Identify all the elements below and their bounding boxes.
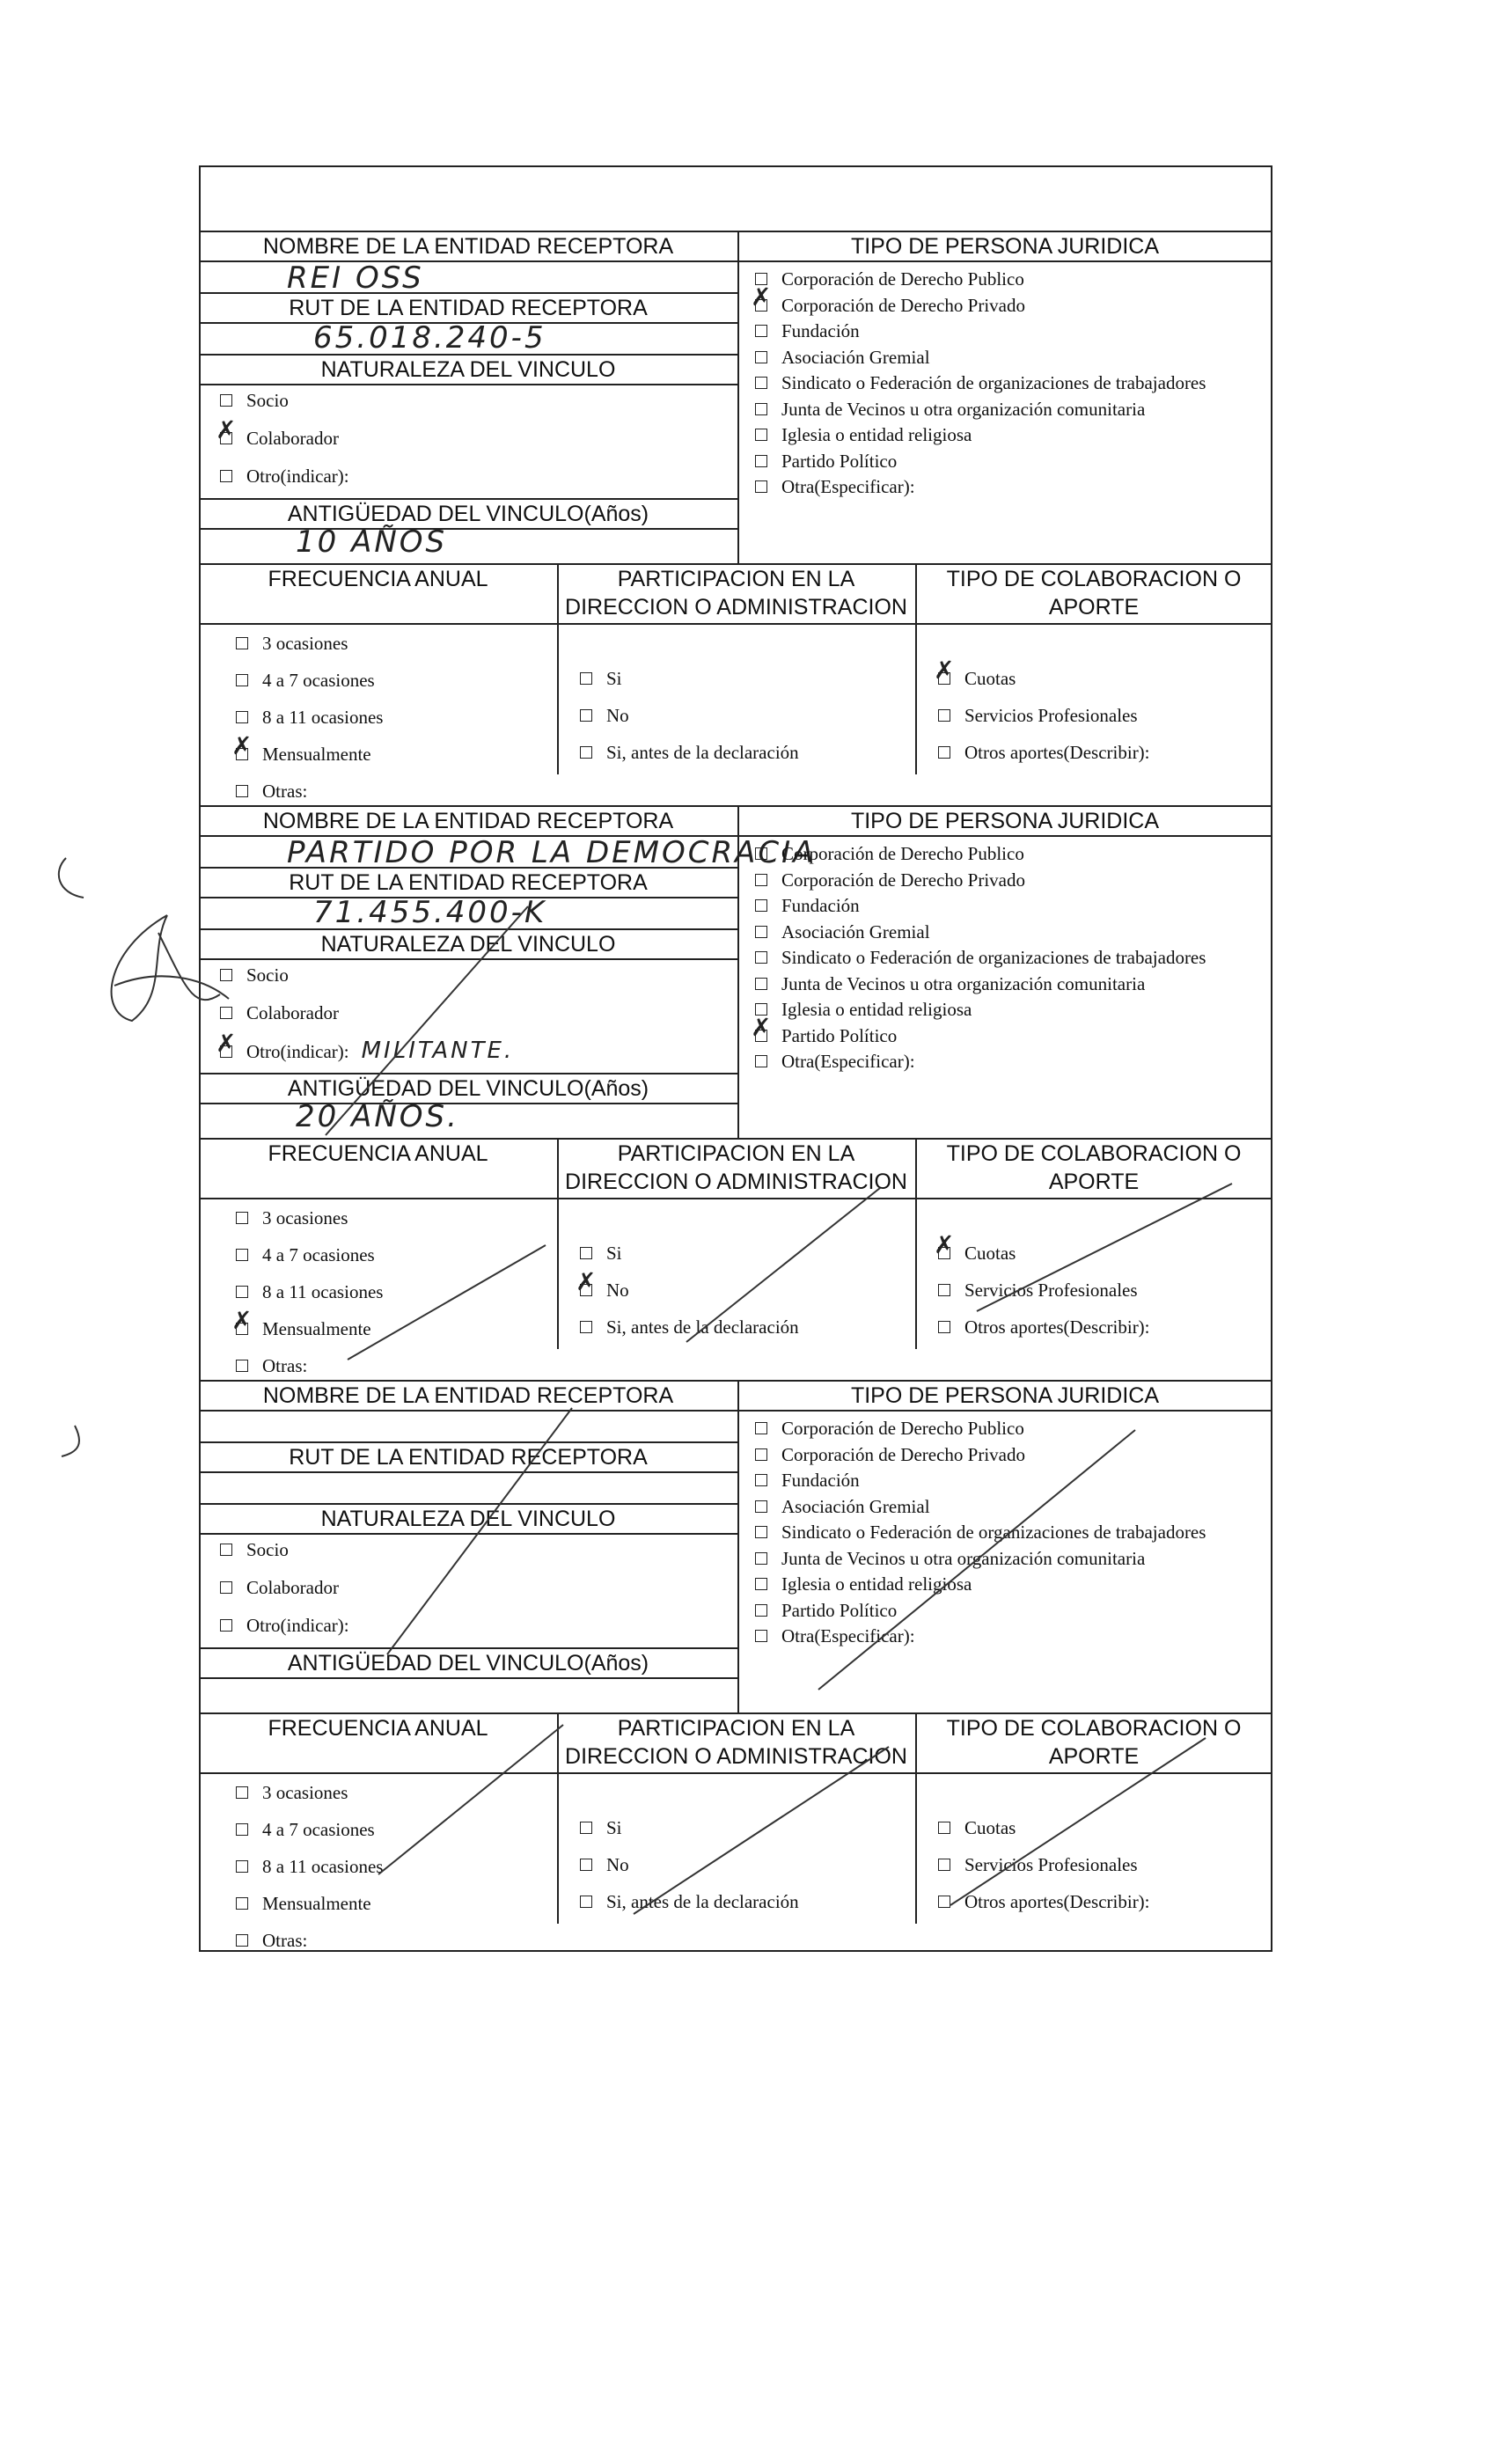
tipo-colab-header-1: TIPO DE COLABORACION O [946, 1716, 1242, 1741]
option-label: Si [606, 668, 622, 689]
nombre-header: NOMBRE DE LA ENTIDAD RECEPTORA [262, 809, 674, 833]
option-label: Iglesia o entidad religiosa [781, 1573, 972, 1595]
option-label: 4 a 7 ocasiones [262, 1819, 375, 1840]
naturaleza-header: NATURALEZA DEL VINCULO [320, 932, 616, 957]
margin-signature [112, 915, 229, 1021]
strike-line [977, 1184, 1232, 1311]
option-label: Corporación de Derecho Privado [781, 869, 1025, 891]
option-label: 8 a 11 ocasiones [262, 1856, 384, 1877]
tipo-colab-header-2: APORTE [1048, 1744, 1140, 1769]
option-label: Junta de Vecinos u otra organización comunitaria [781, 398, 1146, 420]
option-label: No [606, 1854, 629, 1875]
participacion-header-1: PARTICIPACION EN LA [617, 1141, 855, 1166]
strike-line [634, 1747, 889, 1914]
nombre-header: NOMBRE DE LA ENTIDAD RECEPTORA [262, 234, 674, 259]
option-label: Otro(indicar): [246, 1615, 349, 1636]
tipo-colab-header-2: APORTE [1048, 595, 1140, 620]
handwritten-otro-value: MILITANTE. [361, 1038, 515, 1064]
option-label: Mensualmente [262, 744, 371, 765]
option-label: Asociación Gremial [781, 920, 930, 942]
option-label: Cuotas [964, 668, 1016, 689]
option-label: Otra(Especificar): [781, 1051, 915, 1072]
option-label: Otros aportes(Describir): [964, 1891, 1150, 1912]
option-label: 3 ocasiones [262, 1782, 348, 1803]
option-label: Corporación de Derecho Privado [781, 294, 1025, 316]
option-label: Colaborador [246, 1577, 339, 1598]
option-label: Partido Político [781, 1599, 898, 1621]
participacion-header-2: DIRECCION O ADMINISTRACION [565, 1170, 907, 1194]
participacion-header-1: PARTICIPACION EN LA [617, 567, 855, 591]
strike-line [387, 1408, 572, 1654]
strike-line [950, 1738, 1206, 1905]
option-label: Corporación de Derecho Publico [781, 268, 1024, 290]
option-label: Si, antes de la declaración [606, 1316, 799, 1338]
antiguedad-value: 10 AÑOS [296, 524, 448, 560]
strike-line [686, 1188, 880, 1342]
frecuencia-header: FRECUENCIA ANUAL [268, 567, 488, 591]
option-label: 8 a 11 ocasiones [262, 707, 384, 728]
participacion-header-2: DIRECCION O ADMINISTRACION [565, 1744, 907, 1769]
option-label: Otras: [262, 781, 308, 802]
option-label: Otro(indicar): [246, 1041, 349, 1062]
option-label: Mensualmente [262, 1893, 371, 1914]
option-label: Iglesia o entidad religiosa [781, 999, 972, 1020]
option-label: Otra(Especificar): [781, 476, 915, 497]
option-label: Otra(Especificar): [781, 1625, 915, 1646]
strike-line [818, 1430, 1135, 1690]
option-label: Otros aportes(Describir): [964, 742, 1150, 763]
rut-header: RUT DE LA ENTIDAD RECEPTORA [289, 296, 648, 320]
option-label: Socio [246, 1539, 289, 1560]
option-label: Corporación de Derecho Privado [781, 1443, 1025, 1465]
rut-header: RUT DE LA ENTIDAD RECEPTORA [289, 1445, 648, 1470]
antiguedad-header: ANTIGÜEDAD DEL VINCULO(Años) [287, 1076, 649, 1101]
nombre-value: PARTIDO POR LA DEMOCRACIA [287, 835, 817, 870]
option-label: Cuotas [964, 1817, 1016, 1838]
option-label: Si, antes de la declaración [606, 742, 799, 763]
option-label: Fundación [781, 895, 860, 916]
option-label: Otros aportes(Describir): [964, 1316, 1150, 1338]
tipo-colab-header-1: TIPO DE COLABORACION O [946, 1141, 1242, 1166]
option-label: Otras: [262, 1355, 308, 1376]
option-label: Cuotas [964, 1243, 1016, 1264]
option-label: Sindicato o Federación de organizaciones de trabajadores [781, 947, 1206, 968]
option-label: Junta de Vecinos u otra organización comunitaria [781, 1547, 1146, 1569]
option-label: Asociación Gremial [781, 346, 930, 368]
option-label: Mensualmente [262, 1318, 371, 1339]
option-label: 4 a 7 ocasiones [262, 670, 375, 691]
rut-header: RUT DE LA ENTIDAD RECEPTORA [289, 870, 648, 895]
antiguedad-header: ANTIGÜEDAD DEL VINCULO(Años) [287, 1651, 649, 1676]
strike-line [378, 1725, 563, 1874]
option-label: Iglesia o entidad religiosa [781, 424, 972, 445]
option-label: No [606, 1280, 629, 1301]
naturaleza-header: NATURALEZA DEL VINCULO [320, 1507, 616, 1531]
rut-value: 65.018.240-5 [313, 320, 546, 356]
option-label: Colaborador [246, 1002, 339, 1023]
option-label: Otro(indicar): [246, 466, 349, 487]
option-label: Partido Político [781, 450, 898, 472]
nombre-header: NOMBRE DE LA ENTIDAD RECEPTORA [262, 1383, 674, 1408]
option-label: Junta de Vecinos u otra organización comunitaria [781, 972, 1146, 994]
rut-value: 71.455.400-K [313, 895, 547, 930]
option-label: Servicios Profesionales [964, 705, 1138, 726]
frecuencia-header: FRECUENCIA ANUAL [268, 1716, 488, 1741]
option-label: Servicios Profesionales [964, 1854, 1138, 1875]
nombre-value: REI OSS [287, 260, 424, 296]
option-label: Partido Político [781, 1024, 898, 1046]
option-label: Corporación de Derecho Publico [781, 843, 1024, 864]
margin-mark [59, 858, 84, 898]
strike-line [348, 1245, 546, 1360]
option-label: Sindicato o Federación de organizaciones de trabajadores [781, 1522, 1206, 1543]
tipo-persona-header: TIPO DE PERSONA JURIDICA [850, 234, 1160, 259]
option-label: Servicios Profesionales [964, 1280, 1138, 1301]
tipo-colab-header-2: APORTE [1048, 1170, 1140, 1194]
option-label: No [606, 705, 629, 726]
tipo-persona-header: TIPO DE PERSONA JURIDICA [850, 1383, 1160, 1408]
strike-line [326, 906, 528, 1135]
margin-mark [62, 1426, 79, 1456]
option-label: Corporación de Derecho Publico [781, 1418, 1024, 1439]
option-label: 8 a 11 ocasiones [262, 1281, 384, 1302]
option-label: Fundación [781, 1470, 860, 1491]
option-label: Socio [246, 390, 289, 411]
participacion-header-1: PARTICIPACION EN LA [617, 1716, 855, 1741]
frecuencia-header: FRECUENCIA ANUAL [268, 1141, 488, 1166]
option-label: Si [606, 1817, 622, 1838]
option-label: Colaborador [246, 428, 339, 449]
option-label: Fundación [781, 320, 860, 341]
option-label: 3 ocasiones [262, 1207, 348, 1228]
option-label: 4 a 7 ocasiones [262, 1244, 375, 1265]
option-label: Sindicato o Federación de organizaciones de trabajadores [781, 372, 1206, 393]
option-label: Asociación Gremial [781, 1495, 930, 1517]
option-label: 3 ocasiones [262, 633, 348, 654]
naturaleza-header: NATURALEZA DEL VINCULO [320, 357, 616, 382]
option-label: Otras: [262, 1930, 308, 1951]
participacion-header-2: DIRECCION O ADMINISTRACION [565, 595, 907, 620]
option-label: Si, antes de la declaración [606, 1891, 799, 1912]
tipo-colab-header-1: TIPO DE COLABORACION O [946, 567, 1242, 591]
option-label: Si [606, 1243, 622, 1264]
tipo-persona-header: TIPO DE PERSONA JURIDICA [850, 809, 1160, 833]
option-label: Socio [246, 964, 289, 986]
antiguedad-value: 20 AÑOS. [296, 1099, 459, 1134]
antiguedad-header: ANTIGÜEDAD DEL VINCULO(Años) [287, 502, 649, 526]
